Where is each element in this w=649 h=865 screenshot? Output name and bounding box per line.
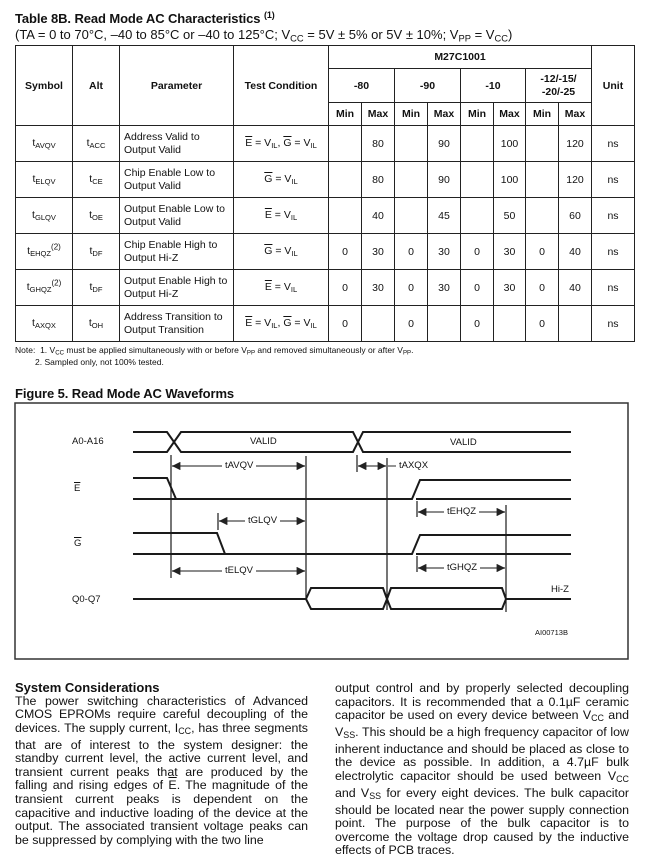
- e-signal-high: [133, 478, 176, 499]
- para-text: . This should be a high frequency capacitor of low inherent inductance and should be placed as close to the device as possible. In addition, a 4.7µF bulk electrolytic capacitor should be used between V: [335, 725, 629, 783]
- e-bar: $\overline{E}$: [245, 317, 253, 330]
- para-text: and V: [335, 708, 629, 739]
- symbol-t: t: [32, 173, 36, 186]
- alt-t: t: [89, 245, 93, 258]
- cell-parameter: Address Transition to Output Transition: [120, 306, 234, 342]
- eq: = V: [271, 209, 291, 222]
- g-bar: $\overline{G}$: [264, 245, 273, 258]
- cell-value: 30: [362, 234, 395, 270]
- cell-value: 0: [329, 270, 362, 306]
- symbol-t: t: [26, 281, 30, 294]
- note-sub: PP: [246, 349, 256, 357]
- section-column-1: [15, 681, 308, 847]
- address-bus-top: [133, 432, 571, 442]
- cond-eq: = V: [470, 27, 495, 42]
- para-text: and V: [335, 785, 370, 800]
- cell-value: 0: [395, 306, 428, 342]
- cell-unit: ns: [592, 306, 635, 342]
- note-text: Sampled only, not 100% tested.: [44, 357, 164, 367]
- tglqv-label: tGLQV: [245, 515, 280, 526]
- symbol-note: (2): [51, 242, 61, 252]
- cell-value: 90: [428, 126, 461, 162]
- cond-sub: CC: [290, 33, 304, 44]
- symbol-sub: AXQX: [34, 320, 56, 330]
- cell-value: 40: [559, 234, 592, 270]
- para-sub: CC: [616, 774, 629, 785]
- cell-parameter: Chip Enable Low to Output Valid: [120, 162, 234, 198]
- header-max: Max: [428, 103, 461, 126]
- cell-value: 30: [362, 270, 395, 306]
- cell-parameter: Output Enable High to Output Hi-Z: [120, 270, 234, 306]
- e-signal: [133, 480, 571, 499]
- para-text: . The magnitude of the transient current peaks is dependent on the capacitive and inductive loading of the device at the output. The associated transient voltage peaks can be suppressed by complying with the two line: [15, 778, 309, 847]
- il-sub: IL: [310, 320, 317, 330]
- il-sub: IL: [310, 140, 317, 150]
- cell-value: 80: [362, 162, 395, 198]
- tghqz-label: tGHQZ: [444, 562, 480, 573]
- cell-value: 100: [494, 162, 526, 198]
- il-sub: IL: [290, 284, 298, 294]
- cell-value: 120: [559, 126, 592, 162]
- alt-sub: DF: [92, 284, 103, 294]
- symbol-t: t: [27, 245, 31, 258]
- signal-label-e: $\overline{E}$: [74, 483, 81, 494]
- e-bar: $\overline{E}$: [264, 209, 272, 222]
- note-text: must be applied simultaneously with or before V: [64, 345, 247, 355]
- table-title-text: Table 8B. Read Mode AC Characteristics: [15, 11, 261, 26]
- eq: = V: [291, 317, 311, 330]
- g-bar: $\overline{G}$: [264, 173, 273, 186]
- cell-value: 100: [494, 126, 526, 162]
- note-text: .: [411, 345, 414, 355]
- note-num: 1.: [40, 345, 48, 355]
- cond-sub: PP: [458, 33, 471, 44]
- cell-value: 0: [461, 270, 494, 306]
- cell-value: 40: [362, 198, 395, 234]
- cond-ta: (TA = 0 to 70°C, –40 to 85°C or –40 to 125°C; V: [15, 27, 291, 42]
- cell-unit: ns: [592, 234, 635, 270]
- cell-parameter: Output Enable Low to Output Valid: [120, 198, 234, 234]
- tavqv-label: tAVQV: [222, 460, 256, 471]
- header-symbol: Symbol: [16, 46, 73, 126]
- signal-label-q0-q7: Q0-Q7: [72, 594, 101, 605]
- alt-t: t: [88, 317, 92, 330]
- symbol-sub: GHQZ: [29, 284, 52, 294]
- cell-parameter: Address Valid to Output Valid: [120, 126, 234, 162]
- section-heading: System Considerations: [15, 680, 160, 695]
- valid-label-2: VALID: [450, 437, 477, 448]
- e-bar: $\overline{E}$: [245, 137, 253, 150]
- eq: = V: [252, 317, 272, 330]
- cell-value: 30: [428, 270, 461, 306]
- data-bus-2: [387, 588, 506, 609]
- cell-unit: ns: [592, 162, 635, 198]
- para-text: for every eight devices. The bulk capacitor should be located near the power supply connection point. The purpose of the bulk capacitor is to overcome the voltage drop caused by the inductive effects of PCB traces.: [335, 785, 629, 858]
- telqv-label: tELQV: [222, 565, 256, 576]
- il-sub: IL: [291, 248, 298, 258]
- cell-value: 120: [559, 162, 592, 198]
- header-parameter: Parameter: [120, 46, 234, 126]
- header-min: Min: [329, 103, 362, 126]
- cell-value: 0: [526, 306, 559, 342]
- data-bus-1: [133, 588, 387, 609]
- symbol-sub: AVQV: [35, 140, 56, 150]
- para-sub: CC: [591, 713, 604, 724]
- e-bar: $\overline{E}$: [264, 281, 272, 294]
- cell-value: 90: [428, 162, 461, 198]
- note-num: 2.: [35, 357, 43, 367]
- table-title-note: (1): [263, 10, 275, 20]
- eq: = V: [271, 281, 291, 294]
- symbol-sub: ELQV: [35, 176, 56, 186]
- symbol-t: t: [32, 137, 36, 150]
- header-min: Min: [526, 103, 559, 126]
- cell-value: 80: [362, 126, 395, 162]
- note-sub: CC: [55, 349, 65, 357]
- signal-label-a0-a16: A0-A16: [72, 436, 104, 447]
- header-test-condition: Test Condition: [234, 46, 329, 126]
- para-sub: SS: [369, 791, 382, 802]
- comma: ,: [277, 137, 284, 150]
- cell-value: 0: [461, 234, 494, 270]
- cell-parameter: Chip Enable High to Output Hi-Z: [120, 234, 234, 270]
- cell-unit: ns: [592, 270, 635, 306]
- section-paragraph-1: [15, 695, 308, 848]
- cell-value: 0: [395, 270, 428, 306]
- cond-close: ): [507, 27, 513, 42]
- note-label: Note:: [15, 345, 36, 355]
- cell-unit: ns: [592, 198, 635, 234]
- il-sub: IL: [291, 176, 298, 186]
- header-unit: Unit: [592, 46, 635, 126]
- cell-value: 0: [526, 234, 559, 270]
- taxqx-label: tAXQX: [399, 460, 429, 471]
- cell-value: 50: [494, 198, 526, 234]
- cond-vcc: = 5V ± 5% or 5V ± 10%; V: [303, 27, 459, 42]
- alt-sub: ACC: [89, 140, 106, 150]
- cell-value: 60: [559, 198, 592, 234]
- eq: = V: [291, 137, 311, 150]
- cell-unit: ns: [592, 126, 635, 162]
- alt-sub: OH: [91, 320, 104, 330]
- note-text: V: [49, 345, 56, 355]
- il-sub: IL: [271, 140, 278, 150]
- header-min: Min: [395, 103, 428, 126]
- section-column-2: [335, 682, 629, 858]
- para-text: , has three segments that are of interest to the system designer: the standby current level, the active current level, and transient current peaks that are produced by the falling and rising edges of: [15, 720, 308, 793]
- cell-value: 30: [428, 234, 461, 270]
- figure-id: AI00713B: [535, 628, 568, 637]
- figure-title: Figure 5. Read Mode AC Waveforms: [15, 386, 235, 401]
- cell-value: 0: [395, 234, 428, 270]
- header-max: Max: [559, 103, 592, 126]
- para-sub: SS: [343, 730, 356, 741]
- eq: = V: [272, 173, 292, 186]
- symbol-note: (2): [51, 278, 62, 288]
- section-paragraph-2: [335, 682, 629, 858]
- alt-t: t: [89, 173, 93, 186]
- cell-value: 30: [494, 270, 526, 306]
- header-grade-10: -10: [461, 69, 526, 103]
- g-bar: $\overline{G}$: [283, 317, 292, 330]
- cond-sub: CC: [494, 33, 508, 44]
- header-device: M27C1001: [329, 46, 592, 69]
- para-e-bar: $\overline{E}$: [168, 778, 177, 793]
- il-sub: IL: [290, 212, 298, 222]
- g-signal-high: [133, 533, 225, 554]
- symbol-t: t: [32, 209, 35, 222]
- eq: = V: [252, 137, 272, 150]
- symbol-sub: GLQV: [34, 212, 56, 222]
- note-sub: PP: [402, 349, 412, 357]
- cell-value: 0: [461, 306, 494, 342]
- g-signal: [133, 535, 571, 554]
- header-grade-80: -80: [329, 69, 395, 103]
- cell-value: 40: [559, 270, 592, 306]
- para-sub: CC: [178, 726, 192, 736]
- il-sub: IL: [271, 320, 278, 330]
- cell-value: 30: [494, 234, 526, 270]
- figure-frame: [15, 403, 628, 659]
- g-bar: $\overline{G}$: [283, 137, 292, 150]
- signal-label-g: $\overline{G}$: [74, 538, 82, 549]
- header-grade-90: -90: [395, 69, 461, 103]
- alt-t: t: [86, 137, 90, 150]
- comma: ,: [277, 317, 284, 330]
- header-alt: Alt: [73, 46, 120, 126]
- symbol-t: t: [32, 317, 35, 330]
- address-bus-bottom: [133, 442, 571, 452]
- cell-value: 0: [329, 306, 362, 342]
- alt-t: t: [89, 281, 93, 294]
- header-min: Min: [461, 103, 494, 126]
- alt-t: t: [89, 209, 92, 222]
- eq: = V: [272, 245, 292, 258]
- cell-value: 45: [428, 198, 461, 234]
- para-text: output control and by properly selected decoupling capacitors. It is recommended that a 0.1µF ceramic capacitor be used on every device between V: [335, 681, 629, 723]
- symbol-sub: EHQZ: [30, 248, 52, 258]
- header-grade-12: -12/-15/ -20/-25: [526, 69, 592, 103]
- alt-sub: CE: [92, 176, 103, 186]
- para-text: The power switching characteristics of Advanced CMOS EPROMs require careful decoupling of the devices. The supply current, I: [15, 693, 308, 735]
- valid-label-1: VALID: [250, 436, 277, 447]
- tehqz-label: tEHQZ: [444, 506, 479, 517]
- cell-value: 0: [329, 234, 362, 270]
- note-text: and removed simultaneously or after V: [255, 345, 403, 355]
- header-max: Max: [494, 103, 526, 126]
- alt-sub: DF: [92, 248, 103, 258]
- header-max: Max: [362, 103, 395, 126]
- cell-value: 0: [526, 270, 559, 306]
- hiz-label: Hi-Z: [551, 584, 569, 595]
- alt-sub: OE: [92, 212, 103, 222]
